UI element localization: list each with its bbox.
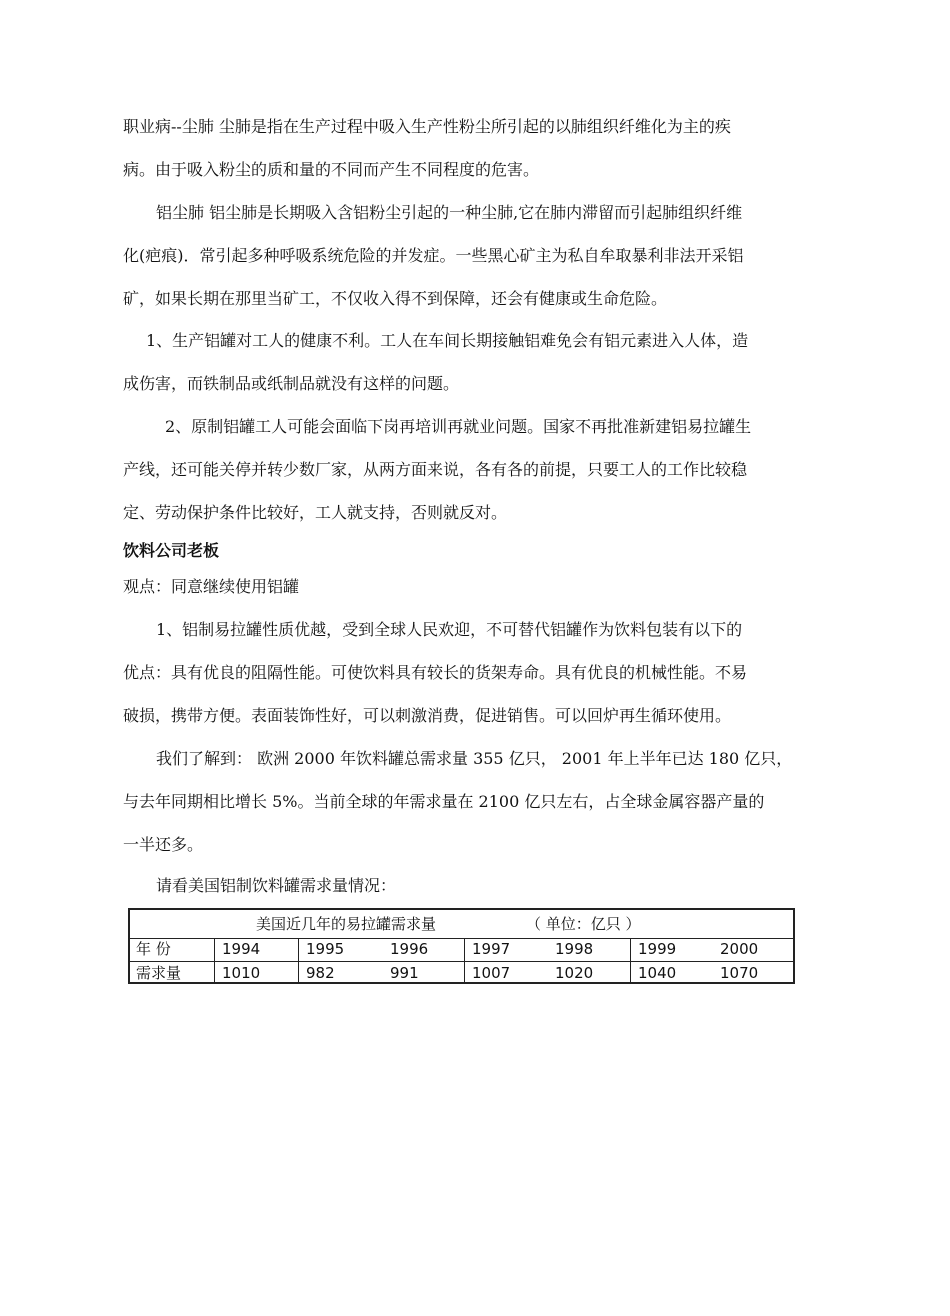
paragraph-table-intro: 请看美国铝制饮料罐需求量情况： [156,876,397,895]
paragraph-point2-line1: 2、原制铝罐工人可能会面临下岗再培训再就业问题。国家不再批准新建铝易拉罐生 [165,417,752,436]
paragraph-demand-line1: 我们了解到： 欧洲 2000 年饮料罐总需求量 355 亿只， 2001 年上半年已达 180 亿只， [156,749,793,768]
paragraph-point2-line2: 产线，还可能关停并转少数厂家，从两方面来说，各有各的前提，只要工人的工作比较稳 [123,460,748,479]
demand-cell: 1020 [555,964,594,982]
paragraph-advantages-line1: 1、铝制易拉罐性质优越，受到全球人民欢迎，不可替代铝罐作为饮料包装有以下的 [156,620,743,639]
table-divider [214,938,215,984]
demand-cell: 1040 [638,964,677,982]
paragraph-aluminosis-line2: 化(疤痕)．常引起多种呼吸系统危险的并发症。一些黑心矿主为私自牟取暴利非法开采铝 [123,246,744,265]
paragraph-demand-line2: 与去年同期相比增长 5%。当前全球的年需求量在 2100 亿只左右，占全球金属容器产量的 [123,792,765,811]
year-cell: 1999 [638,940,677,958]
paragraph-point2-line3: 定、劳动保护条件比较好，工人就支持，否则就反对。 [123,503,508,522]
table-title-row [130,910,793,939]
paragraph-aluminosis-line1: 铝尘肺 铝尘肺是长期吸入含铝粉尘引起的一种尘肺,它在肺内滞留而引起肺组织纤维 [156,203,743,222]
row-label-demand: 需求量 [136,964,182,982]
us-can-demand-table [128,908,795,984]
table-divider [298,938,299,984]
demand-cell: 1070 [720,964,759,982]
paragraph-pneumoconiosis-line2: 病。由于吸入粉尘的质和量的不同而产生不同程度的危害。 [123,160,540,179]
year-cell: 1997 [472,940,511,958]
year-cell: 1998 [555,940,594,958]
demand-cell: 982 [306,964,335,982]
paragraph-pneumoconiosis-line1: 职业病--尘肺 尘肺是指在生产过程中吸入生产性粉尘所引起的以肺组织纤维化为主的疾 [123,117,731,136]
paragraph-point1-line2: 成伤害，而铁制品或纸制品就没有这样的问题。 [123,374,460,393]
paragraph-aluminosis-line3: 矿，如果长期在那里当矿工，不仅收入得不到保障，还会有健康或生命危险。 [123,289,668,308]
demand-cell: 1007 [472,964,511,982]
demand-cell: 1010 [222,964,261,982]
year-cell: 1994 [222,940,261,958]
viewpoint-line: 观点：同意继续使用铝罐 [123,577,300,596]
paragraph-point1-line1: 1、生产铝罐对工人的健康不利。工人在车间长期接触铝难免会有铝元素进入人体，造 [146,331,749,350]
paragraph-advantages-line3: 破损，携带方便。表面装饰性好，可以刺激消费，促进销售。可以回炉再生循环使用。 [123,706,732,725]
table-row-demand [130,962,793,985]
paragraph-advantages-line2: 优点：具有优良的阻隔性能。可使饮料具有较长的货架寿命。具有优良的机械性能。不易 [123,663,748,682]
year-cell: 1995 [306,940,345,958]
paragraph-demand-line3: 一半还多。 [123,835,204,854]
table-divider [630,938,631,984]
year-cell: 2000 [720,940,759,958]
table-title: 美国近几年的易拉罐需求量 [256,915,437,933]
section-heading: 饮料公司老板 [123,541,220,560]
table-row-years [130,938,793,962]
demand-cell: 991 [390,964,419,982]
year-cell: 1996 [390,940,429,958]
table-unit: （ 单位：亿只 ） [526,915,641,933]
table-divider [464,938,465,984]
row-label-year: 年 份 [136,940,171,958]
